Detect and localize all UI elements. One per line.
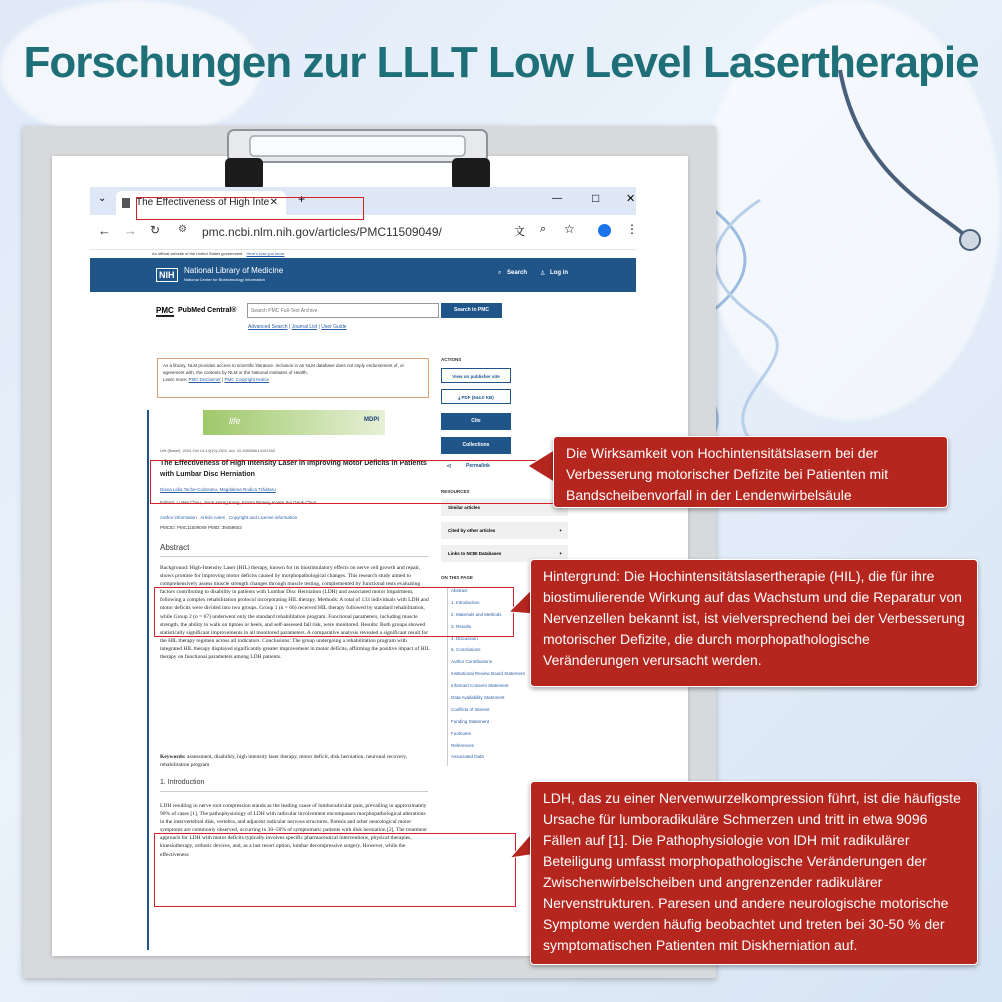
tab-close-icon[interactable]: ✕ bbox=[269, 197, 278, 208]
abstract-text: Background: High-Intensity Laser (HIL) therapy, known for its biostimulatory effects on nerve cell growth and repair, shows promise for improving motor deficits caused by morphopathological changes. This research study aimed to comprehensively assess muscle strength changes through muscle testing, complemented by functional tests evaluating factors contributing to disability in patients with Lumbar Disc Herniation (LDH) and associated motor impairment, following a complex rehabilitation protocol incorporating HIL therapy. Methods: A total of 133 individuals with LDH and motor deficits were divided into two groups. Group 1 (n = 66) received HIL therapy followed by standard rehabilitation, while Group 2 (n = 67) underwent only the standard rehabilitation program. Functional parameters, including muscle strength, the ability to walk on tiptoes or heels, and self-assessed fall risk, were monitored. Results: Both groups showed statistically significant improvements in all monitored parameters. A comparative analysis revealed a significant result for the HIL therapy regimen across all indicators. Conclusions: The group undergoing a rehabilitation program with integrated HIL therapy displayed significantly greater improvement in motor deficits, affirming the positive impact of HIL therapy on functional parameters among LDH patients. bbox=[160, 565, 430, 661]
toc-item[interactable]: 4. Discussion bbox=[451, 635, 478, 641]
toc-heading: ON THIS PAGE bbox=[441, 575, 473, 580]
disclaimer-link[interactable]: PMC Disclaimer bbox=[188, 377, 221, 382]
gov-banner: An official website of the United States government Here's how you know bbox=[152, 251, 285, 256]
intro-divider bbox=[160, 791, 428, 792]
toc-item[interactable]: Author Contributions bbox=[451, 659, 493, 665]
translate-icon[interactable]: 文 bbox=[514, 226, 525, 238]
callout-arrow bbox=[526, 440, 556, 500]
user-guide-link[interactable]: User Guide bbox=[321, 324, 347, 330]
actions-heading: ACTIONS bbox=[441, 357, 462, 362]
advanced-search-link[interactable]: Advanced Search bbox=[248, 324, 288, 330]
profile-avatar[interactable] bbox=[598, 224, 611, 237]
callout-title-translation: Die Wirksamkeit von Hochintensitätslasern bei der Verbesserung motorischer Defizite bei Patienten mit Bandscheibenvorfall in der Lendenwirbelsäule bbox=[553, 436, 948, 508]
toc-item[interactable]: References bbox=[451, 742, 475, 748]
library-notice: As a library, NLM provides access to scientific literature. Inclusion in an NLM database does not imply endorsement of, or agreement with, the contents by NLM or the National Institutes of Health. Learn more: PMC Disclaimer | PMC Copyright Notice bbox=[157, 358, 429, 398]
download-icon: ⤓ bbox=[458, 395, 461, 400]
toc-item[interactable]: Footnotes bbox=[451, 730, 472, 736]
introduction-text: LDH resulting in nerve root compression stands as the leading cause of lumboradicular pain, prevailing in approximately 90% of cases [1]. The pathophysiology of LDH with radicular involvement encompasses morphopathological alterations in the intervertebral disk, vertebra, and adjacent radicular nervous structures. Paresis and other neurological motor symptoms are commonly observed, occurring in 30–50% of symptomatic patients with disk herniation [2]. The treatment approach for LDH with motor deficits typically involves specific pharmaceutical interventions, physical therapies, kinesiotherapy, orthotic devices, and, as a last resort option, lumbar decompressive surgery. However, while the effectiveness bbox=[160, 803, 427, 858]
toc-item[interactable]: Abstract bbox=[451, 588, 468, 593]
collections-button[interactable]: Collections bbox=[441, 437, 511, 454]
tab-list-chevron-icon[interactable]: ⌄ bbox=[98, 193, 107, 204]
abstract-heading: Abstract bbox=[160, 543, 190, 552]
callout-introduction-translation: LDH, das zu einer Nervenwurzelkompression führt, ist die häufigste Ursache für lumboradikuläre Schmerzen und tritt in etwa 9096 Fällen auf [1]. Die Pathophysiologie von lDH mit radikulärer Beteiligung umfasst morphopathologische Veränderungen der Zwischenwirbelscheiben und angrenzender radikulärer Nervenstrukturen. Paresen und andere neurologische motorische Symptome werden häufig beobachtet und treten bei 30-50 % der symptomatischen Patienten mit Diskherniation auf. bbox=[530, 781, 978, 965]
toc-item[interactable]: Data Availability Statement bbox=[451, 695, 505, 701]
reload-icon[interactable]: ↻ bbox=[150, 223, 161, 237]
stethoscope-graphic bbox=[820, 60, 1000, 260]
toc-item[interactable]: Informed Consent Statement bbox=[451, 683, 509, 689]
zoom-icon[interactable]: ⌕ bbox=[540, 223, 547, 235]
resource-cited-by[interactable]: Cited by other articles + bbox=[441, 522, 568, 539]
login-link[interactable]: Log in bbox=[550, 270, 568, 276]
pmc-search-button[interactable]: Search in PMC bbox=[441, 303, 502, 318]
pmc-links: Advanced Search | Journal List | User Guide bbox=[248, 324, 347, 330]
clipboard-clip bbox=[220, 128, 495, 190]
article-title: The Effectiveness of High Intensity Laser in Improving Motor Deficits in Patients with Lumbar Disc Herniation bbox=[160, 460, 427, 478]
authors[interactable]: Diana Lidia Tache-Codreanu, Magdalena Rodica Trăistaru bbox=[160, 487, 276, 492]
toc-item[interactable]: 1. Introduction bbox=[451, 599, 480, 605]
address-bar-row bbox=[90, 215, 636, 250]
mdpi-logo: MDPI bbox=[364, 417, 379, 423]
site-info-icon[interactable]: ⚙ bbox=[178, 224, 187, 235]
header-search-icon[interactable]: ⌕ bbox=[498, 270, 502, 276]
user-icon[interactable]: ♙ bbox=[540, 271, 546, 277]
expand-plus-icon: + bbox=[559, 528, 562, 533]
resource-similar-articles[interactable]: Similar articles bbox=[441, 499, 568, 516]
introduction-heading: 1. Introduction bbox=[160, 779, 205, 786]
toc-item[interactable]: 3. Results bbox=[451, 623, 472, 629]
article-ids: PMCID: PMC11509049 PMID: 39459602 bbox=[160, 525, 242, 530]
callout-abstract-translation: Hintergrund: Die Hochintensitätslasertherapie (HIL), die für ihre biostimulierende Wirkung auf das Wachstum und die Reparatur von Nervenzellen bekannt ist, ist vielversprechend bei der Verbesserung motorischer Defizite, die durch morphopathologische Veränderungen verursacht werden. bbox=[530, 559, 978, 687]
minimize-button[interactable]: — bbox=[552, 193, 562, 204]
new-tab-button[interactable]: + bbox=[298, 192, 306, 206]
nih-subtitle: National Center for Biotechnology Information bbox=[184, 277, 265, 282]
resources-heading: RESOURCES bbox=[441, 489, 470, 494]
abstract-divider bbox=[160, 556, 428, 557]
maximize-button[interactable]: □ bbox=[592, 191, 600, 205]
nih-logo[interactable]: NIH bbox=[156, 268, 178, 282]
copyright-info-link[interactable]: Copyright and License information bbox=[228, 515, 298, 520]
journal-banner[interactable] bbox=[203, 410, 385, 435]
document-icon bbox=[122, 198, 130, 208]
meta-links bbox=[160, 515, 297, 520]
introduction-highlight-box bbox=[154, 833, 516, 907]
article-notes-link[interactable]: Article notes bbox=[200, 515, 226, 520]
toc-item[interactable]: 2. Materials and Methods bbox=[451, 611, 502, 617]
view-publisher-button[interactable]: View on publisher site bbox=[441, 368, 511, 383]
menu-kebab-icon[interactable]: ⋮ bbox=[626, 222, 638, 236]
nih-title[interactable]: National Library of Medicine bbox=[184, 266, 284, 275]
cite-button[interactable]: Cite bbox=[441, 413, 511, 430]
bookmark-star-icon[interactable]: ☆ bbox=[564, 222, 575, 236]
abstract-highlight-box bbox=[154, 587, 514, 637]
back-arrow-icon[interactable]: ← bbox=[98, 223, 111, 238]
url-text[interactable]: pmc.ncbi.nlm.nih.gov/articles/PMC11509049/ bbox=[202, 225, 442, 239]
share-icon[interactable]: ⋖ bbox=[446, 463, 452, 470]
header-search-link[interactable]: Search bbox=[507, 270, 528, 276]
page-heading: Forschungen zur LLLT Low Level Lasertherapie bbox=[23, 38, 979, 87]
editors: Editors: Li Wei Chou, Jiunn Horng Kang, Krisna Piravej, Karen Sui Geok Chua bbox=[160, 500, 316, 505]
copyright-link[interactable]: PMC Copyright Notice bbox=[224, 377, 269, 382]
close-window-button[interactable]: ✕ bbox=[626, 193, 636, 205]
toc-item[interactable]: Institutional Review Board Statement bbox=[451, 671, 525, 677]
pdf-button[interactable]: ⤓ PDF (644.0 KB) bbox=[441, 389, 511, 404]
pmc-search-input[interactable] bbox=[247, 303, 439, 318]
tab-highlight-box bbox=[136, 197, 364, 220]
toc-item[interactable]: Associated Data bbox=[451, 754, 484, 760]
journal-list-link[interactable]: Journal List bbox=[291, 324, 318, 330]
tab-title: The Effectiveness of High Inte bbox=[136, 197, 270, 208]
toc-item[interactable]: 5. Conclusions bbox=[451, 647, 481, 653]
article-left-rule bbox=[147, 410, 149, 950]
title-highlight-box bbox=[150, 460, 555, 504]
toc-item[interactable]: Conflicts of Interest bbox=[451, 706, 490, 712]
keywords: Keywords: assessment, disability, high intensity laser therapy, motor deficit, disk herniation, neuronal recovery, rehabilitation program bbox=[160, 754, 407, 769]
forward-arrow-icon[interactable]: → bbox=[124, 223, 137, 238]
journal-banner-text: life bbox=[229, 416, 241, 426]
pmc-name[interactable]: PubMed Central® bbox=[178, 307, 237, 314]
author-info-link[interactable]: Author information bbox=[160, 515, 197, 520]
toc-item[interactable]: Funding Statement bbox=[451, 718, 490, 724]
citation-line: Life (Basel). 2024 Oct 14;14(10):1302. doi: 10.3390/life14101302 bbox=[160, 448, 276, 453]
nih-header bbox=[90, 258, 636, 292]
pmc-logo[interactable]: PMC bbox=[156, 306, 174, 315]
gov-banner-link[interactable]: Here's how you know bbox=[246, 251, 285, 256]
resource-ncbi-links[interactable]: Links to NCBI Databases + bbox=[441, 545, 568, 562]
permalink-button[interactable]: Permalink bbox=[466, 463, 490, 469]
expand-plus-icon: + bbox=[559, 551, 562, 556]
